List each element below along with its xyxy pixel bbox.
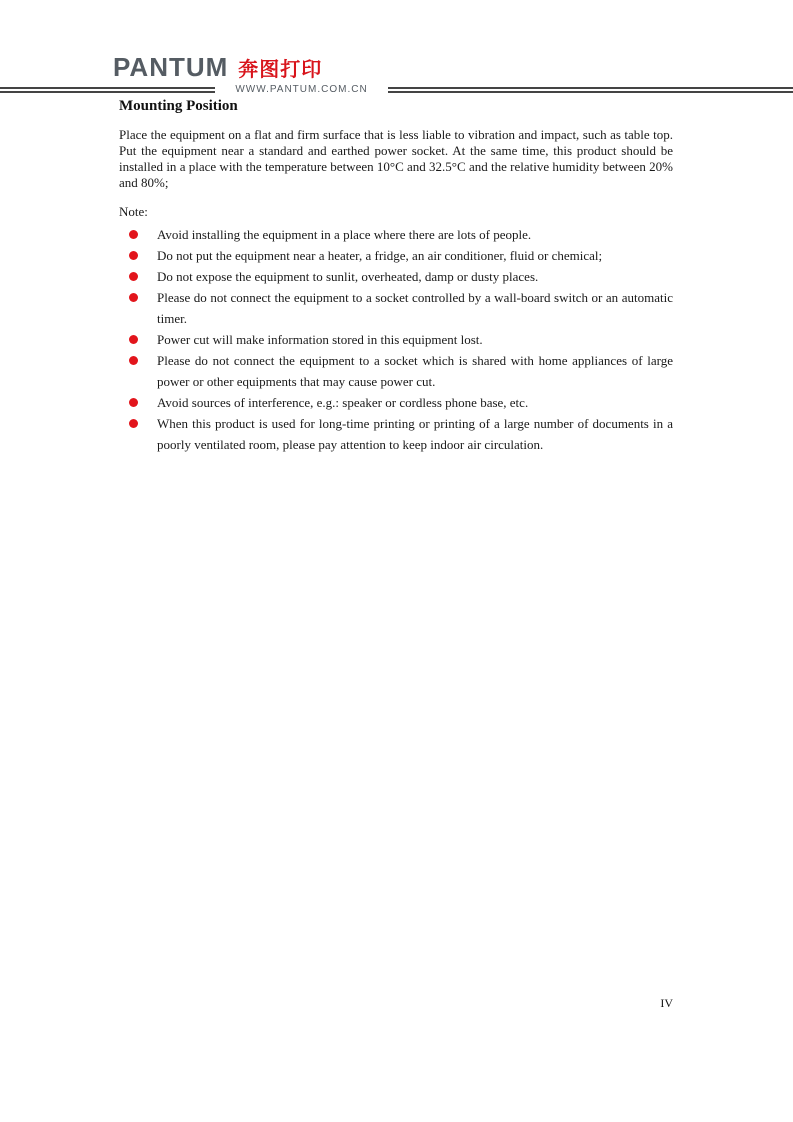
- note-text: Please do not connect the equipment to a socket which is shared with home appliances of large power or other equipments that may cause power cut.: [157, 353, 673, 389]
- list-item: [119, 245, 673, 266]
- intro-paragraph: Place the equipment on a flat and firm surface that is less liable to vibration and impact, such as table top. Put the equipment near a standard and earthed power socket. At the same time, this product should be installed in a place with the temperature between 10°C and 32.5°C and the relative humidity between 20% and 80%;: [119, 127, 673, 190]
- page-number: IV: [660, 996, 673, 1010]
- note-label: Note:: [119, 204, 148, 219]
- bullet-dot-icon: [129, 335, 138, 344]
- page-header: [0, 0, 793, 100]
- note-text: Do not put the equipment near a heater, a fridge, an air conditioner, fluid or chemical;: [157, 248, 603, 263]
- note-text: Please do not connect the equipment to a socket controlled by a wall-board switch or an automatic timer.: [157, 290, 673, 326]
- list-item: [119, 392, 673, 413]
- note-text: When this product is used for long-time printing or printing of a large number of documents in a poorly ventilated room, please pay attention to keep indoor air circulation.: [157, 416, 673, 452]
- bullet-dot-icon: [129, 230, 138, 239]
- bullet-dot-icon: [129, 272, 138, 281]
- pantum-logo: [113, 52, 322, 82]
- list-item: [119, 413, 673, 455]
- logo-chinese-name: 奔图打印: [238, 57, 323, 81]
- header-rule-right: [388, 86, 793, 93]
- document-body: [119, 98, 673, 455]
- bullet-dot-icon: [129, 293, 138, 302]
- notes-list: [119, 224, 673, 455]
- header-rule-left: [0, 86, 215, 93]
- bullet-dot-icon: [129, 251, 138, 260]
- list-item: [119, 329, 673, 350]
- bullet-dot-icon: [129, 398, 138, 407]
- list-item: [119, 350, 673, 392]
- list-item: [119, 287, 673, 329]
- note-text: Power cut will make information stored in this equipment lost.: [157, 332, 483, 347]
- bullet-dot-icon: [129, 419, 138, 428]
- logo-wordmark: PANTUM: [113, 52, 229, 82]
- list-item: [119, 224, 673, 245]
- note-text: Avoid sources of interference, e.g.: speaker or cordless phone base, etc.: [157, 395, 529, 410]
- header-url: WWW.PANTUM.COM.CN: [235, 84, 368, 95]
- section-title: Mounting Position: [119, 98, 238, 114]
- bullet-dot-icon: [129, 356, 138, 365]
- note-text: Avoid installing the equipment in a place where there are lots of people.: [157, 227, 532, 242]
- note-text: Do not expose the equipment to sunlit, overheated, damp or dusty places.: [157, 269, 539, 284]
- list-item: [119, 266, 673, 287]
